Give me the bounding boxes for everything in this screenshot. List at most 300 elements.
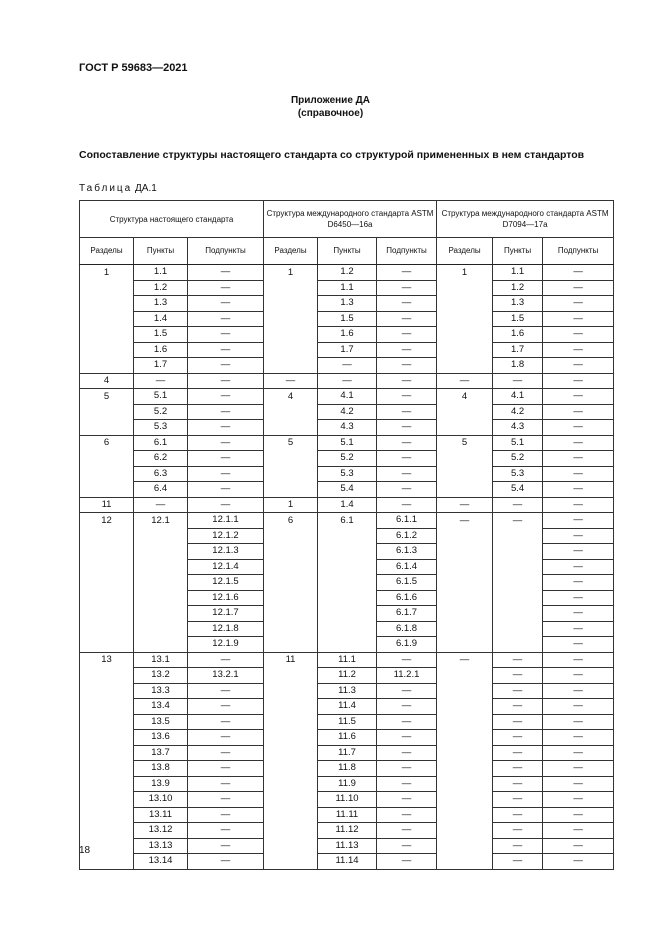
table-cell (437, 590, 493, 606)
table-cell: — (543, 590, 614, 606)
table-cell: — (188, 327, 264, 343)
table-cell: 4 (264, 389, 318, 405)
table-cell: — (543, 373, 614, 389)
table-cell (80, 823, 134, 839)
table-cell (80, 745, 134, 761)
table-cell (264, 683, 318, 699)
table-cell (134, 590, 188, 606)
table-cell: — (377, 807, 437, 823)
table-cell (80, 807, 134, 823)
table-cell: 13.11 (134, 807, 188, 823)
table-cell: 11 (80, 497, 134, 513)
document-code: ГОСТ Р 59683—2021 (79, 62, 188, 74)
table-row (80, 497, 614, 513)
table-cell: — (377, 435, 437, 451)
table-cell: 1.8 (493, 358, 543, 374)
table-cell (264, 575, 318, 591)
table-cell: — (493, 714, 543, 730)
table-cell: — (377, 683, 437, 699)
table-cell (437, 420, 493, 436)
table-cell: 1.2 (493, 280, 543, 296)
table-cell: 13.1 (134, 652, 188, 668)
table-cell: 12.1.5 (188, 575, 264, 591)
table-cell: — (377, 420, 437, 436)
table-cell: 13.13 (134, 838, 188, 854)
table-row (80, 280, 614, 296)
table-cell: — (543, 792, 614, 808)
table-cell: — (543, 854, 614, 870)
table-cell: — (543, 807, 614, 823)
table-cell: — (377, 296, 437, 312)
sub-header-cell: Пункты (318, 238, 377, 265)
table-cell: — (377, 358, 437, 374)
table-label-number: ДА.1 (135, 183, 157, 194)
table-cell: 11.10 (318, 792, 377, 808)
table-cell (264, 420, 318, 436)
table-row (80, 668, 614, 684)
table-cell (80, 482, 134, 498)
sub-header-cell: Разделы (264, 238, 318, 265)
table-cell: — (543, 606, 614, 622)
table-cell: — (543, 327, 614, 343)
table-cell: — (543, 435, 614, 451)
table-cell (264, 714, 318, 730)
table-cell: 6 (80, 435, 134, 451)
table-cell: 5 (264, 435, 318, 451)
table-cell: — (188, 652, 264, 668)
table-cell: — (188, 745, 264, 761)
table-cell: — (188, 838, 264, 854)
table-row (80, 792, 614, 808)
table-cell: — (543, 776, 614, 792)
table-cell: — (188, 280, 264, 296)
table-cell: — (188, 699, 264, 715)
table-cell: — (377, 311, 437, 327)
group-header-astm-d7094: Структура международного стандарта ASTM D7094—17a (437, 201, 614, 238)
table-cell: — (543, 823, 614, 839)
table-cell: — (188, 296, 264, 312)
table-cell: 12.1.6 (188, 590, 264, 606)
table-cell: 13.8 (134, 761, 188, 777)
table-cell (134, 544, 188, 560)
table-cell (134, 621, 188, 637)
table-cell: — (377, 373, 437, 389)
table-row (80, 606, 614, 622)
table-cell: — (188, 311, 264, 327)
table-cell (134, 559, 188, 575)
table-cell (264, 544, 318, 560)
table-cell: 11.8 (318, 761, 377, 777)
table-cell: 6.1.8 (377, 621, 437, 637)
table-cell: — (377, 730, 437, 746)
table-cell (264, 776, 318, 792)
table-cell (80, 559, 134, 575)
table-cell (437, 559, 493, 575)
table-cell: 12.1.8 (188, 621, 264, 637)
table-cell: — (493, 652, 543, 668)
table-cell: — (493, 761, 543, 777)
table-cell: — (543, 265, 614, 281)
table-cell: 13.12 (134, 823, 188, 839)
table-cell: — (543, 358, 614, 374)
table-cell (437, 761, 493, 777)
table-cell (80, 528, 134, 544)
table-cell: 1.6 (493, 327, 543, 343)
table-cell: 13 (80, 652, 134, 668)
table-row (80, 265, 614, 281)
table-row (80, 420, 614, 436)
table-cell (437, 792, 493, 808)
table-cell: 11.12 (318, 823, 377, 839)
table-cell: — (543, 280, 614, 296)
table-cell (493, 606, 543, 622)
table-cell (493, 621, 543, 637)
table-sub-header-row (80, 238, 614, 265)
table-cell: — (188, 389, 264, 405)
table-label (79, 183, 157, 194)
table-cell: 12 (80, 513, 134, 529)
table-cell: — (377, 451, 437, 467)
table-cell: 13.5 (134, 714, 188, 730)
table-cell: — (543, 683, 614, 699)
table-row (80, 466, 614, 482)
table-cell: — (493, 807, 543, 823)
table-group-header-row (80, 201, 614, 238)
table-row (80, 389, 614, 405)
table-cell (264, 745, 318, 761)
table-cell: — (493, 373, 543, 389)
table-cell: 6.1.4 (377, 559, 437, 575)
table-cell: 12.1.9 (188, 637, 264, 653)
table-cell: — (543, 451, 614, 467)
table-cell: — (377, 838, 437, 854)
table-cell (437, 482, 493, 498)
table-row (80, 745, 614, 761)
table-cell: — (543, 311, 614, 327)
sub-header-cell: Подпункты (543, 238, 614, 265)
table-cell (80, 311, 134, 327)
table-cell: 12.1.2 (188, 528, 264, 544)
table-cell: — (543, 497, 614, 513)
table-cell: — (188, 342, 264, 358)
table-cell: 11.2 (318, 668, 377, 684)
table-cell: — (188, 265, 264, 281)
table-cell: 12.1.4 (188, 559, 264, 575)
table-cell (80, 280, 134, 296)
table-cell: 1.7 (318, 342, 377, 358)
table-cell (80, 730, 134, 746)
table-cell: — (543, 761, 614, 777)
table-cell (318, 544, 377, 560)
table-cell (134, 575, 188, 591)
table-row (80, 575, 614, 591)
table-cell: 13.7 (134, 745, 188, 761)
table-cell (264, 792, 318, 808)
table-cell (318, 606, 377, 622)
table-cell (80, 451, 134, 467)
table-cell (264, 637, 318, 653)
table-row (80, 699, 614, 715)
table-cell (80, 683, 134, 699)
table-cell: — (188, 823, 264, 839)
table-cell: — (188, 451, 264, 467)
table-cell: 5.2 (318, 451, 377, 467)
table-cell (80, 699, 134, 715)
table-cell: — (437, 497, 493, 513)
table-cell (80, 296, 134, 312)
table-row (80, 621, 614, 637)
sub-header-cell: Подпункты (377, 238, 437, 265)
table-cell: — (543, 528, 614, 544)
table-cell (264, 466, 318, 482)
table-cell (264, 621, 318, 637)
table-cell: 1.3 (134, 296, 188, 312)
table-cell: — (543, 342, 614, 358)
table-cell (264, 404, 318, 420)
table-cell (264, 280, 318, 296)
table-cell: 11.7 (318, 745, 377, 761)
table-row (80, 373, 614, 389)
table-cell: — (377, 699, 437, 715)
table-cell: — (264, 373, 318, 389)
table-cell (437, 466, 493, 482)
table-cell (493, 559, 543, 575)
table-cell (80, 621, 134, 637)
table-cell (80, 792, 134, 808)
table-cell: 6.3 (134, 466, 188, 482)
table-cell (437, 358, 493, 374)
sub-header-cell: Пункты (134, 238, 188, 265)
table-cell (318, 590, 377, 606)
table-cell: — (437, 652, 493, 668)
table-cell (437, 280, 493, 296)
table-cell: — (188, 482, 264, 498)
table-cell: 13.4 (134, 699, 188, 715)
table-cell: 6.1.1 (377, 513, 437, 529)
table-cell: — (543, 575, 614, 591)
group-header-astm-d6450: Структура международного стандарта ASTM D6450—16a (264, 201, 437, 238)
table-cell: — (188, 358, 264, 374)
table-cell: 4 (80, 373, 134, 389)
table-cell: 4.3 (318, 420, 377, 436)
table-cell (437, 606, 493, 622)
table-cell: 4.3 (493, 420, 543, 436)
table-cell (80, 420, 134, 436)
table-cell: 4 (437, 389, 493, 405)
table-cell (264, 451, 318, 467)
table-cell: — (377, 466, 437, 482)
table-cell: 5.1 (493, 435, 543, 451)
table-cell: — (543, 404, 614, 420)
table-cell: 1.1 (493, 265, 543, 281)
table-cell: 5.3 (134, 420, 188, 436)
table-cell: — (377, 792, 437, 808)
table-row (80, 683, 614, 699)
table-cell: 5.3 (493, 466, 543, 482)
table-cell: 5.1 (318, 435, 377, 451)
table-cell: — (543, 513, 614, 529)
table-cell: 1.2 (318, 265, 377, 281)
table-cell (264, 590, 318, 606)
table-cell (80, 776, 134, 792)
table-row (80, 544, 614, 560)
table-cell: 1.3 (493, 296, 543, 312)
sub-header-cell: Подпункты (188, 238, 264, 265)
table-cell: 1.4 (134, 311, 188, 327)
table-cell: — (188, 497, 264, 513)
table-cell: 12.1.1 (188, 513, 264, 529)
table-cell: 13.3 (134, 683, 188, 699)
table-cell: — (188, 714, 264, 730)
table-cell (264, 358, 318, 374)
table-cell (437, 544, 493, 560)
table-cell: 1.1 (318, 280, 377, 296)
table-cell: — (493, 854, 543, 870)
table-cell (493, 575, 543, 591)
table-cell: 11.14 (318, 854, 377, 870)
table-cell (264, 327, 318, 343)
table-cell (264, 606, 318, 622)
table-cell: 1.7 (493, 342, 543, 358)
table-cell: 13.9 (134, 776, 188, 792)
table-cell: — (134, 373, 188, 389)
table-cell: — (188, 730, 264, 746)
table-row (80, 451, 614, 467)
table-cell (80, 404, 134, 420)
table-cell: — (188, 373, 264, 389)
table-cell: 11.11 (318, 807, 377, 823)
table-cell: 13.14 (134, 854, 188, 870)
table-cell: 11.2.1 (377, 668, 437, 684)
annex-title-block (0, 94, 661, 120)
table-cell (437, 776, 493, 792)
table-cell: 6.1.6 (377, 590, 437, 606)
table-cell (80, 637, 134, 653)
table-cell (318, 621, 377, 637)
table-row (80, 823, 614, 839)
table-row (80, 513, 614, 529)
table-cell (264, 311, 318, 327)
table-cell: — (493, 838, 543, 854)
table-cell: 1 (80, 265, 134, 281)
table-cell: — (493, 792, 543, 808)
table-cell: — (543, 838, 614, 854)
table-cell: — (493, 745, 543, 761)
table-cell: — (543, 714, 614, 730)
annex-subtitle: (справочное) (297, 108, 364, 119)
table-cell: — (543, 559, 614, 575)
table-cell: — (543, 637, 614, 653)
table-cell: 6.1.7 (377, 606, 437, 622)
table-cell: 6.1 (134, 435, 188, 451)
table-label-prefix: Таблица (79, 183, 133, 194)
table-cell: 12.1.3 (188, 544, 264, 560)
table-cell: — (377, 482, 437, 498)
table-cell: — (188, 807, 264, 823)
table-cell (264, 761, 318, 777)
sub-header-cell: Разделы (80, 238, 134, 265)
table-cell (264, 854, 318, 870)
table-cell: 11.1 (318, 652, 377, 668)
table-cell: 1 (437, 265, 493, 281)
table-cell: — (318, 373, 377, 389)
table-cell: — (377, 342, 437, 358)
table-cell: — (543, 544, 614, 560)
table-row (80, 327, 614, 343)
group-header-current-standard: Структура настоящего стандарта (80, 201, 264, 238)
table-cell: 5.1 (134, 389, 188, 405)
table-cell: 5.2 (493, 451, 543, 467)
table-cell (134, 637, 188, 653)
table-cell (437, 296, 493, 312)
table-cell: — (493, 497, 543, 513)
table-cell: — (134, 497, 188, 513)
table-cell: 1.6 (134, 342, 188, 358)
table-cell (437, 637, 493, 653)
table-cell: — (318, 358, 377, 374)
table-cell (264, 699, 318, 715)
table-cell: — (377, 404, 437, 420)
table-cell (80, 590, 134, 606)
table-cell (437, 854, 493, 870)
table-row (80, 311, 614, 327)
table-cell: — (543, 389, 614, 405)
table-cell: 1.4 (318, 497, 377, 513)
table-cell: 5.2 (134, 404, 188, 420)
table-cell (493, 637, 543, 653)
table-cell (80, 575, 134, 591)
table-cell: 13.2.1 (188, 668, 264, 684)
table-cell: 1.3 (318, 296, 377, 312)
table-cell (437, 807, 493, 823)
table-cell: — (543, 652, 614, 668)
table-row (80, 730, 614, 746)
table-row (80, 559, 614, 575)
table-cell (318, 575, 377, 591)
table-cell (437, 311, 493, 327)
table-cell: 1.1 (134, 265, 188, 281)
table-row (80, 342, 614, 358)
table-cell: 1.7 (134, 358, 188, 374)
table-cell: 5 (80, 389, 134, 405)
table-cell: 11.13 (318, 838, 377, 854)
table-cell: — (377, 854, 437, 870)
table-cell: — (493, 776, 543, 792)
table-cell: 4.1 (318, 389, 377, 405)
table-cell: 11.9 (318, 776, 377, 792)
sub-header-cell: Пункты (493, 238, 543, 265)
table-cell: — (377, 652, 437, 668)
table-row (80, 404, 614, 420)
table-cell: 11.6 (318, 730, 377, 746)
table-cell (264, 838, 318, 854)
table-cell (264, 823, 318, 839)
table-cell: 4.1 (493, 389, 543, 405)
table-cell (264, 730, 318, 746)
table-cell (80, 544, 134, 560)
table-cell (493, 590, 543, 606)
table-cell (437, 838, 493, 854)
table-cell (80, 606, 134, 622)
table-cell: — (493, 683, 543, 699)
table-cell: — (437, 513, 493, 529)
table-cell (437, 575, 493, 591)
table-cell: 5 (437, 435, 493, 451)
table-row (80, 358, 614, 374)
table-cell: — (188, 854, 264, 870)
table-row (80, 776, 614, 792)
table-cell (437, 683, 493, 699)
